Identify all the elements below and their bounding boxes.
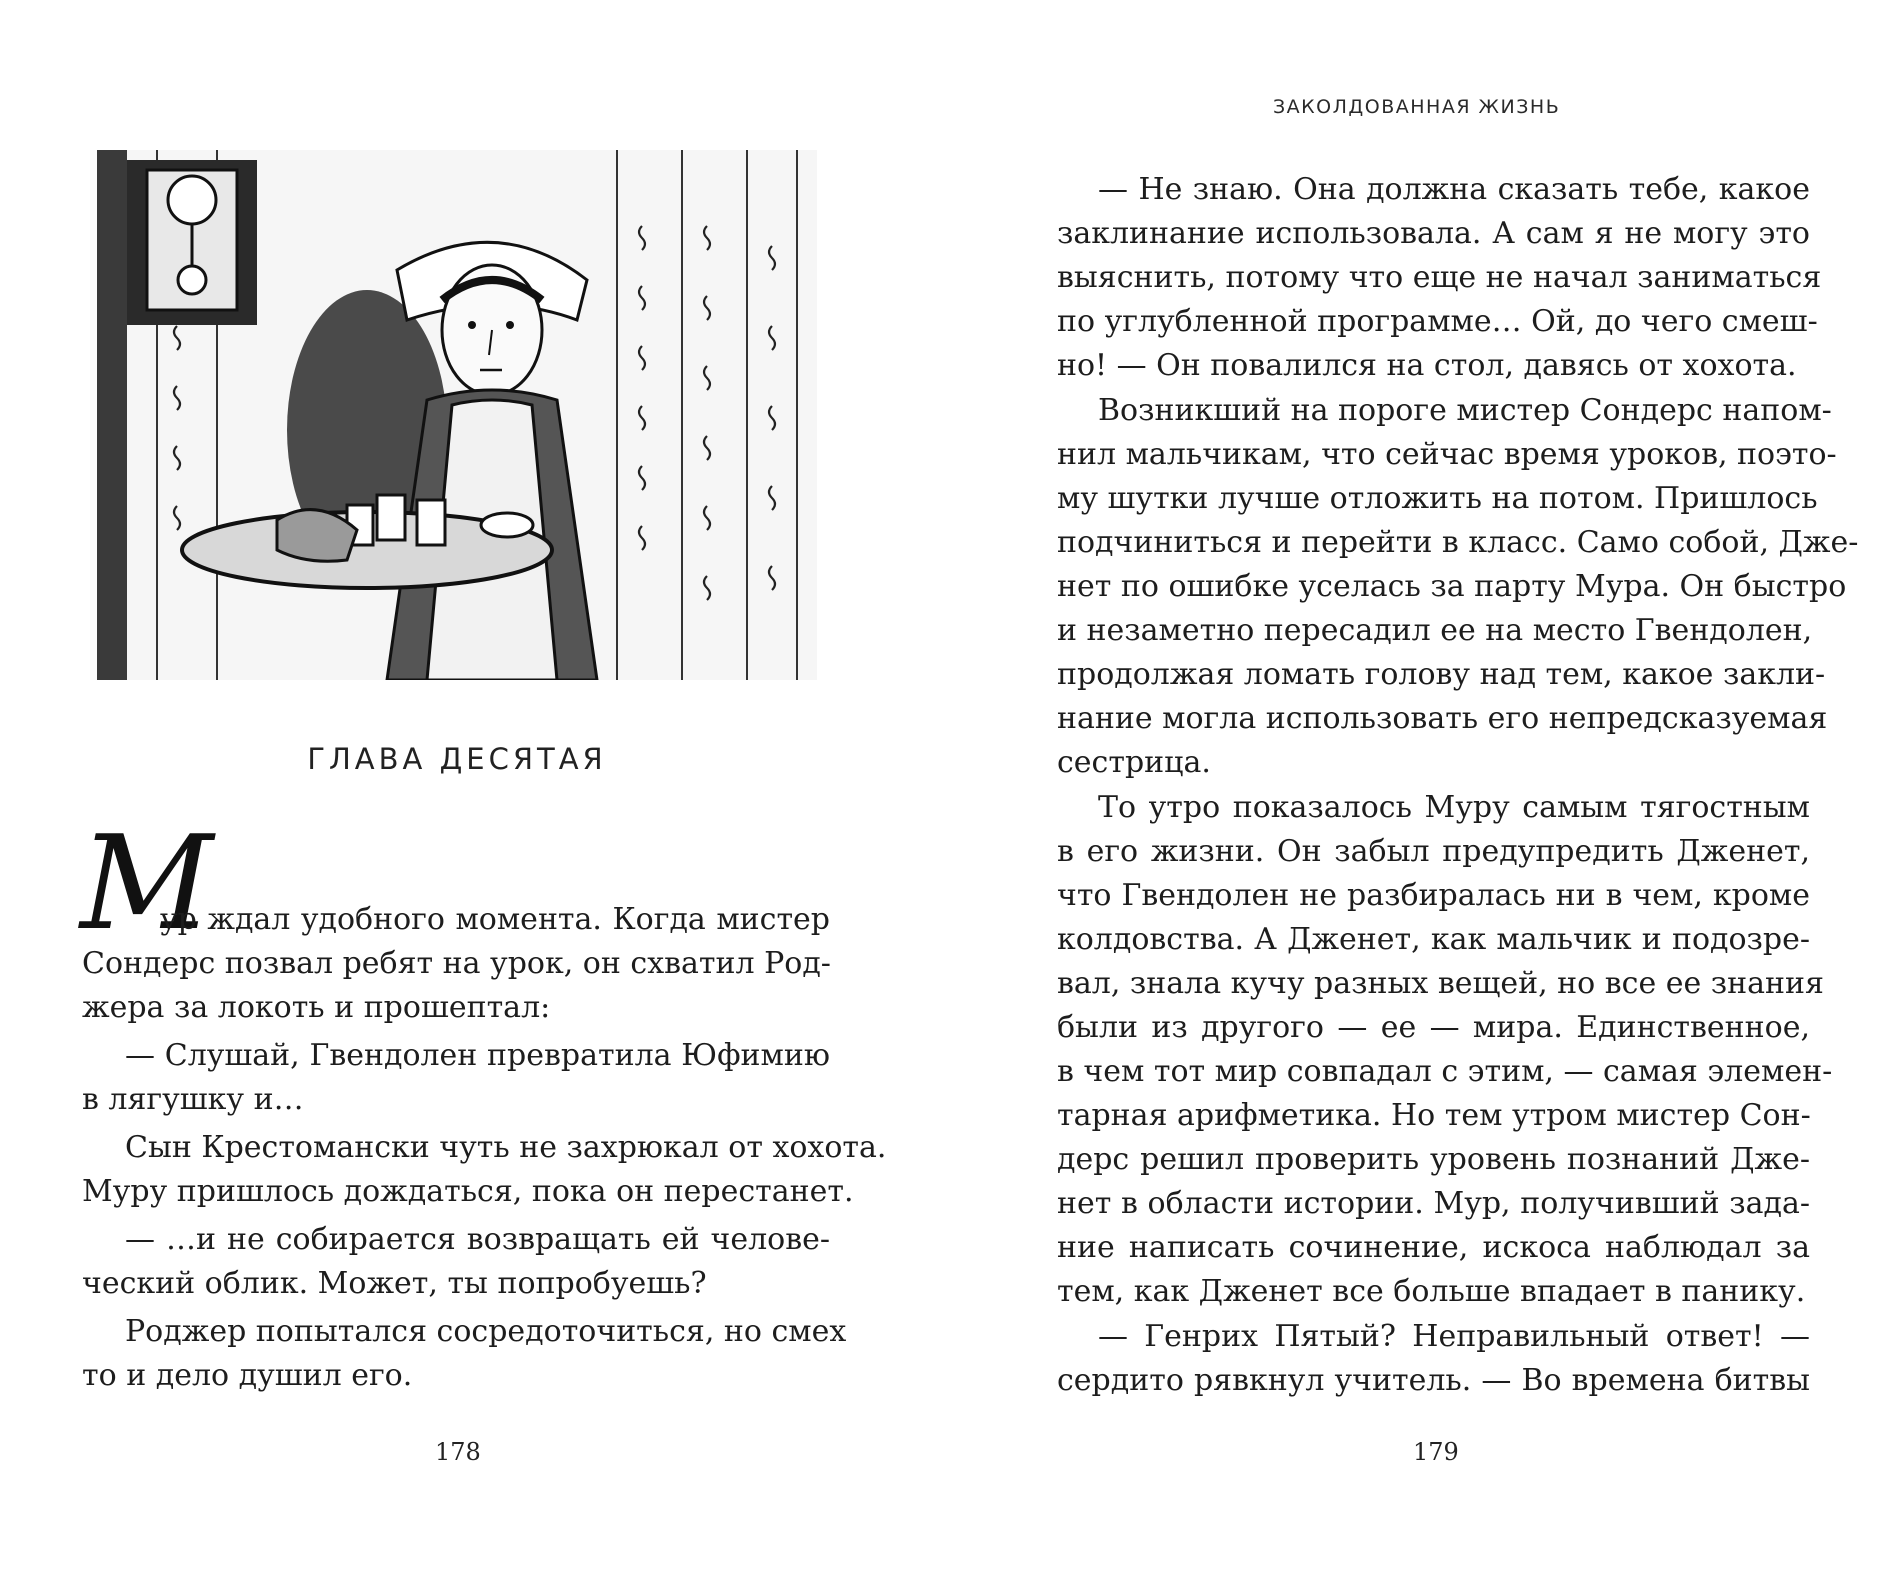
text-line: и незаметно пересадил ее на место Гвендолен,	[1057, 613, 1813, 648]
text-line: дерс решил проверить уровень познаний Дже-	[1057, 1142, 1810, 1177]
text-line: продолжая ломать голову над тем, какое закли-	[1057, 657, 1826, 692]
text-line: по углубленной программе… Ой, до чего смеш-	[1057, 304, 1818, 339]
chapter-title: ГЛАВА ДЕСЯТАЯ	[307, 742, 607, 776]
text-line: заклинание использовала. А сам я не могу это	[1057, 216, 1810, 251]
text-line: нет в области истории. Мур, получивший зада-	[1057, 1186, 1810, 1221]
text-line: Сондерс позвал ребят на урок, он схватил Род-	[82, 946, 831, 981]
page-number: 178	[435, 1438, 481, 1466]
text-line: жера за локоть и прошептал:	[82, 990, 551, 1025]
text-line: подчиниться и перейти в класс. Само собой, Дже-	[1057, 525, 1859, 560]
text-line: колдовства. А Дженет, как мальчик и подозре-	[1057, 922, 1810, 957]
text-line: то и дело душил его.	[82, 1358, 413, 1393]
text-line: — Слушай, Гвендолен превратила Юфимию	[125, 1038, 830, 1073]
text-line: нет по ошибке уселась за парту Мура. Он быстро	[1057, 569, 1847, 604]
text-line: были из другого — ее — мира. Единственное,	[1057, 1010, 1810, 1045]
text-line: Роджер попытался сосредоточиться, но смех	[125, 1314, 847, 1349]
text-line: сердито рявкнул учитель. — Во времена битвы	[1057, 1363, 1810, 1398]
text-line: — Генрих Пятый? Неправильный ответ! —	[1098, 1319, 1810, 1354]
text-line: ческий облик. Может, ты попробуешь?	[82, 1266, 707, 1301]
text-line: тем, как Дженет все больше впадает в панику.	[1057, 1274, 1806, 1309]
text-line: нил мальчикам, что сейчас время уроков, поэто-	[1057, 437, 1837, 472]
text-line: тарная арифметика. Но тем утром мистер Сон-	[1057, 1098, 1811, 1133]
text-line: — …и не собирается возвращать ей челове-	[125, 1222, 830, 1257]
text-line: в чем тот мир совпадал с этим, — самая элемен-	[1057, 1054, 1833, 1089]
text-line: Муру пришлось дождаться, пока он перестанет.	[82, 1174, 854, 1209]
text-line: — Не знаю. Она должна сказать тебе, какое	[1098, 172, 1810, 207]
text-line: сестрица.	[1057, 745, 1211, 780]
text-line: Возникший на пороге мистер Сондерс напом-	[1098, 393, 1832, 428]
running-head: ЗАКОЛДОВАННАЯ ЖИЗНЬ	[1273, 96, 1561, 118]
text-line: вал, знала кучу разных вещей, но все ее знания	[1057, 966, 1824, 1001]
text-line: Сын Крестомански чуть не захрюкал от хохота.	[125, 1130, 887, 1165]
text-line: нание могла использовать его непредсказуемая	[1057, 701, 1828, 736]
text-line: в лягушку и…	[82, 1082, 304, 1117]
text-line: в его жизни. Он забыл предупредить Дженет,	[1057, 834, 1810, 869]
chapter-illustration	[97, 150, 817, 680]
drop-cap-letter: М	[80, 807, 214, 959]
text-line: но! — Он повалился на стол, давясь от хохота.	[1057, 348, 1797, 383]
text-line: му шутки лучше отложить на потом. Пришлось	[1057, 481, 1818, 516]
text-line: что Гвендолен не разбиралась ни в чем, кроме	[1057, 878, 1810, 913]
text-line: ур ждал удобного момента. Когда мистер	[160, 902, 830, 937]
page-number: 179	[1413, 1438, 1459, 1466]
text-line: То утро показалось Муру самым тягостным	[1098, 790, 1810, 825]
maid-with-tray-illustration	[97, 150, 817, 680]
text-line: выяснить, потому что еще не начал заниматься	[1057, 260, 1822, 295]
text-line: ние написать сочинение, искоса наблюдал за	[1057, 1230, 1810, 1265]
